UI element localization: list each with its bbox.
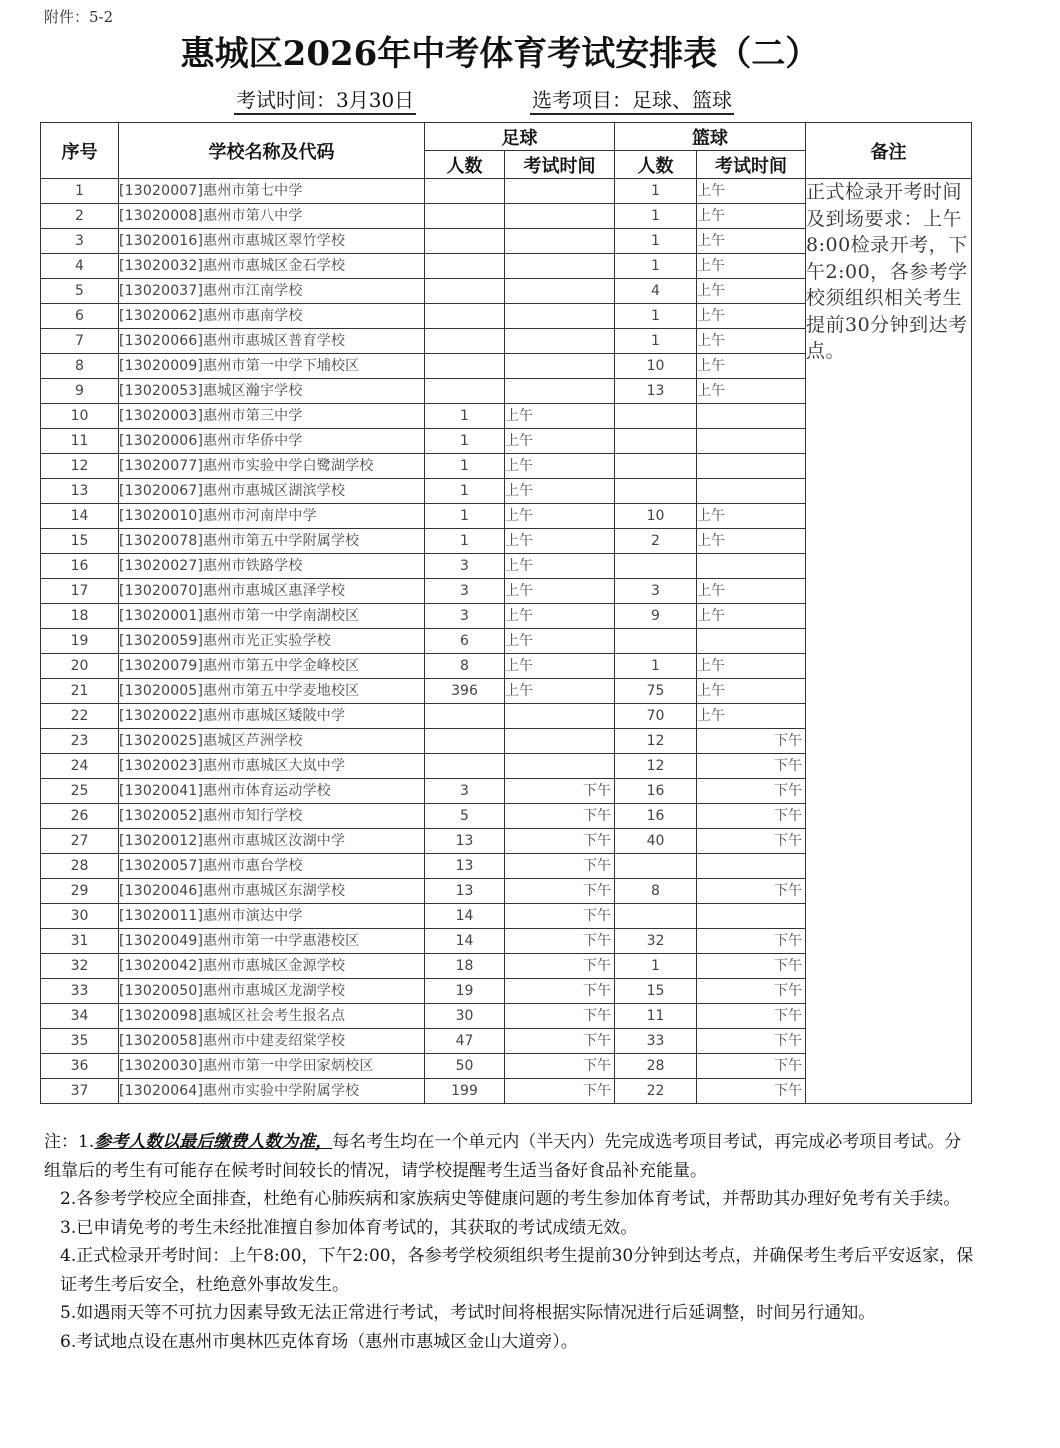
school-name: [13020058]惠州市中建麦绍棠学校 (119, 1029, 425, 1054)
football-count: 47 (425, 1029, 505, 1054)
note-1 (44, 1128, 974, 1185)
football-count: 13 (425, 829, 505, 854)
school-name: [13020070]惠州市惠城区惠泽学校 (119, 579, 425, 604)
row-index: 36 (41, 1054, 119, 1079)
football-count (425, 279, 505, 304)
school-name: [13020042]惠州市惠城区金源学校 (119, 954, 425, 979)
basketball-count: 1 (615, 204, 697, 229)
school-name: [13020022]惠州市惠城区矮陂中学 (119, 704, 425, 729)
basketball-time: 上午 (697, 529, 806, 554)
school-name: [13020050]惠州市惠城区龙湖学校 (119, 979, 425, 1004)
school-name: [13020006]惠州市华侨中学 (119, 429, 425, 454)
basketball-time: 上午 (697, 679, 806, 704)
row-index: 19 (41, 629, 119, 654)
row-index: 15 (41, 529, 119, 554)
basketball-time: 上午 (697, 654, 806, 679)
football-count (425, 329, 505, 354)
basketball-count: 12 (615, 754, 697, 779)
basketball-time: 下午 (697, 1004, 806, 1029)
row-index: 26 (41, 804, 119, 829)
note-6: 6.考试地点设在惠州市奥林匹克体育场（惠州市惠城区金山大道旁）。 (60, 1331, 578, 1352)
basketball-count: 28 (615, 1054, 697, 1079)
football-count: 3 (425, 779, 505, 804)
school-name: [13020064]惠州市实验中学附属学校 (119, 1079, 425, 1104)
basketball-count (615, 629, 697, 654)
basketball-time (697, 429, 806, 454)
row-index: 9 (41, 379, 119, 404)
basketball-count: 1 (615, 329, 697, 354)
football-time: 上午 (505, 679, 615, 704)
football-count: 13 (425, 879, 505, 904)
header-index: 序号 (41, 123, 119, 179)
football-count (425, 179, 505, 204)
row-index: 20 (41, 654, 119, 679)
basketball-count (615, 904, 697, 929)
football-time: 下午 (505, 829, 615, 854)
basketball-count: 1 (615, 954, 697, 979)
row-index: 7 (41, 329, 119, 354)
football-time (505, 304, 615, 329)
football-time: 上午 (505, 429, 615, 454)
row-index: 17 (41, 579, 119, 604)
header-basketball: 篮球 (615, 123, 806, 151)
basketball-count: 11 (615, 1004, 697, 1029)
football-time: 上午 (505, 454, 615, 479)
football-count: 3 (425, 579, 505, 604)
school-name: [13020023]惠州市惠城区大岚中学 (119, 754, 425, 779)
basketball-count (615, 554, 697, 579)
football-count: 1 (425, 404, 505, 429)
football-count (425, 379, 505, 404)
school-name: [13020025]惠城区芦洲学校 (119, 729, 425, 754)
basketball-time: 上午 (697, 704, 806, 729)
football-count: 3 (425, 554, 505, 579)
basketball-time: 下午 (697, 929, 806, 954)
row-index: 23 (41, 729, 119, 754)
football-time (505, 754, 615, 779)
basketball-time: 上午 (697, 229, 806, 254)
row-index: 37 (41, 1079, 119, 1104)
exam-items-label: 选考项目：足球、篮球 (530, 88, 734, 115)
football-time: 上午 (505, 579, 615, 604)
football-count: 396 (425, 679, 505, 704)
football-time: 下午 (505, 1079, 615, 1104)
football-time: 上午 (505, 629, 615, 654)
row-index: 22 (41, 704, 119, 729)
header-basketball-time: 考试时间 (697, 151, 806, 179)
school-name: [13020066]惠州市惠城区普育学校 (119, 329, 425, 354)
row-index: 13 (41, 479, 119, 504)
basketball-count: 3 (615, 579, 697, 604)
basketball-time: 上午 (697, 379, 806, 404)
basketball-count: 8 (615, 879, 697, 904)
basketball-time: 上午 (697, 604, 806, 629)
football-time: 下午 (505, 904, 615, 929)
football-time: 下午 (505, 1054, 615, 1079)
school-name: [13020078]惠州市第五中学附属学校 (119, 529, 425, 554)
football-count (425, 229, 505, 254)
row-index: 24 (41, 754, 119, 779)
football-count (425, 729, 505, 754)
school-name: [13020062]惠州市惠南学校 (119, 304, 425, 329)
football-time (505, 254, 615, 279)
note-4: 4.正式检录开考时间：上午8:00，下午2:00，各参考学校须组织考生提前30分钟到达考点，并确保考生考后平安返家，保证考生考后安全，杜绝意外事故发生。 (60, 1246, 974, 1295)
note-1-text: 每名考生均在一个单元内（半天内）先完成选考项目考试，再完成必考项目考试。分组靠后的考生有可能存在候考时间较长的情况，请学校提醒考生适当备好食品补充能量。 (44, 1132, 962, 1181)
row-index: 32 (41, 954, 119, 979)
football-count: 1 (425, 529, 505, 554)
school-name: [13020052]惠州市知行学校 (119, 804, 425, 829)
football-count: 5 (425, 804, 505, 829)
football-count (425, 304, 505, 329)
football-count: 13 (425, 854, 505, 879)
row-index: 28 (41, 854, 119, 879)
football-time: 下午 (505, 929, 615, 954)
basketball-count: 1 (615, 229, 697, 254)
basketball-count (615, 454, 697, 479)
header-basketball-count: 人数 (615, 151, 697, 179)
exam-time-label: 考试时间：3月30日 (234, 88, 416, 115)
row-index: 4 (41, 254, 119, 279)
basketball-time (697, 854, 806, 879)
basketball-time: 下午 (697, 1054, 806, 1079)
school-name: [13020016]惠州市惠城区翠竹学校 (119, 229, 425, 254)
basketball-count: 9 (615, 604, 697, 629)
school-name: [13020053]惠城区瀚宇学校 (119, 379, 425, 404)
school-name: [13020046]惠州市惠城区东湖学校 (119, 879, 425, 904)
row-index: 14 (41, 504, 119, 529)
row-index: 8 (41, 354, 119, 379)
basketball-count: 16 (615, 779, 697, 804)
notes-section (44, 1128, 974, 1356)
football-time (505, 279, 615, 304)
row-index: 3 (41, 229, 119, 254)
row-index: 27 (41, 829, 119, 854)
football-time: 下午 (505, 954, 615, 979)
football-time: 上午 (505, 554, 615, 579)
basketball-time: 上午 (697, 504, 806, 529)
basketball-time: 上午 (697, 204, 806, 229)
football-count: 1 (425, 429, 505, 454)
football-time: 下午 (505, 979, 615, 1004)
page-title: 惠城区2026年中考体育考试安排表（二） (180, 34, 820, 74)
basketball-count: 15 (615, 979, 697, 1004)
row-index: 11 (41, 429, 119, 454)
basketball-time: 下午 (697, 804, 806, 829)
basketball-count: 33 (615, 1029, 697, 1054)
basketball-time: 下午 (697, 729, 806, 754)
header-football: 足球 (425, 123, 615, 151)
school-name: [13020037]惠州市江南学校 (119, 279, 425, 304)
football-count: 199 (425, 1079, 505, 1104)
basketball-time (697, 479, 806, 504)
basketball-time: 下午 (697, 829, 806, 854)
football-time (505, 379, 615, 404)
row-index: 6 (41, 304, 119, 329)
football-time: 上午 (505, 504, 615, 529)
basketball-time: 下午 (697, 779, 806, 804)
note-2: 2.各参考学校应全面排查，杜绝有心肺疾病和家族病史等健康问题的考生参加体育考试，并帮助其办理好免考有关手续。 (60, 1189, 961, 1209)
row-index: 10 (41, 404, 119, 429)
basketball-time: 上午 (697, 179, 806, 204)
school-name: [13020001]惠州市第一中学南湖校区 (119, 604, 425, 629)
basketball-time: 上午 (697, 304, 806, 329)
football-time: 下午 (505, 1029, 615, 1054)
table-row (41, 179, 972, 204)
basketball-count: 13 (615, 379, 697, 404)
basketball-count: 2 (615, 529, 697, 554)
basketball-time: 下午 (697, 954, 806, 979)
basketball-time: 上午 (697, 329, 806, 354)
basketball-time: 上午 (697, 354, 806, 379)
note-5: 5.如遇雨天等不可抗力因素导致无法正常进行考试，考试时间将根据实际情况进行后延调整，时间另行通知。 (60, 1303, 876, 1323)
schedule-table (40, 122, 972, 1104)
schedule-body (41, 179, 972, 1104)
football-time: 上午 (505, 529, 615, 554)
basketball-time: 下午 (697, 754, 806, 779)
football-count: 6 (425, 629, 505, 654)
school-name: [13020057]惠州市惠台学校 (119, 854, 425, 879)
football-time: 上午 (505, 404, 615, 429)
basketball-count: 10 (615, 504, 697, 529)
football-time: 下午 (505, 804, 615, 829)
attachment-label: 附件：5-2 (44, 8, 114, 26)
football-time (505, 229, 615, 254)
school-name: [13020077]惠州市实验中学白鹭湖学校 (119, 454, 425, 479)
row-index: 21 (41, 679, 119, 704)
football-time (505, 204, 615, 229)
basketball-time (697, 554, 806, 579)
basketball-count (615, 429, 697, 454)
school-name: [13020012]惠州市惠城区汝湖中学 (119, 829, 425, 854)
football-count: 18 (425, 954, 505, 979)
basketball-count: 10 (615, 354, 697, 379)
row-index: 12 (41, 454, 119, 479)
basketball-count: 4 (615, 279, 697, 304)
basketball-time: 下午 (697, 879, 806, 904)
football-count: 3 (425, 604, 505, 629)
row-index: 31 (41, 929, 119, 954)
row-index: 5 (41, 279, 119, 304)
basketball-count: 40 (615, 829, 697, 854)
football-time: 上午 (505, 479, 615, 504)
school-name: [13020030]惠州市第一中学田家炳校区 (119, 1054, 425, 1079)
note-1-prefix: 注：1. (44, 1132, 95, 1152)
football-time: 下午 (505, 779, 615, 804)
row-index: 2 (41, 204, 119, 229)
header-football-count: 人数 (425, 151, 505, 179)
basketball-time: 上午 (697, 579, 806, 604)
football-count: 1 (425, 479, 505, 504)
basketball-time: 上午 (697, 254, 806, 279)
basketball-count: 75 (615, 679, 697, 704)
row-index: 1 (41, 179, 119, 204)
football-time: 下午 (505, 1004, 615, 1029)
school-name: [13020049]惠州市第一中学惠港校区 (119, 929, 425, 954)
football-count: 19 (425, 979, 505, 1004)
football-count (425, 704, 505, 729)
school-name: [13020009]惠州市第一中学下埔校区 (119, 354, 425, 379)
football-count: 14 (425, 929, 505, 954)
basketball-count (615, 479, 697, 504)
football-time: 下午 (505, 854, 615, 879)
row-index: 25 (41, 779, 119, 804)
school-name: [13020005]惠州市第五中学麦地校区 (119, 679, 425, 704)
row-index: 29 (41, 879, 119, 904)
basketball-time (697, 404, 806, 429)
basketball-count (615, 854, 697, 879)
football-count: 14 (425, 904, 505, 929)
basketball-count (615, 404, 697, 429)
football-count: 50 (425, 1054, 505, 1079)
header-football-time: 考试时间 (505, 151, 615, 179)
row-index: 35 (41, 1029, 119, 1054)
note-3: 3.已申请免考的考生未经批准擅自参加体育考试的，其获取的考试成绩无效。 (60, 1217, 638, 1238)
basketball-time: 上午 (697, 279, 806, 304)
school-name: [13020003]惠州市第三中学 (119, 404, 425, 429)
note-1-emphasis: 参考人数以最后缴费人数为准， (94, 1132, 333, 1152)
row-index: 18 (41, 604, 119, 629)
basketball-time (697, 904, 806, 929)
basketball-count: 12 (615, 729, 697, 754)
football-count: 30 (425, 1004, 505, 1029)
football-time: 上午 (505, 604, 615, 629)
school-name: [13020067]惠州市惠城区湖滨学校 (119, 479, 425, 504)
school-name: [13020032]惠州市惠城区金石学校 (119, 254, 425, 279)
school-name: [13020059]惠州市光正实验学校 (119, 629, 425, 654)
remark-cell: 正式检录开考时间及到场要求：上午8:00检录开考，下午2:00，各参考学校须组织相关考生提前30分钟到达考点。 (806, 179, 972, 1104)
school-name: [13020010]惠州市河南岸中学 (119, 504, 425, 529)
football-time (505, 329, 615, 354)
basketball-count: 1 (615, 654, 697, 679)
basketball-count: 1 (615, 254, 697, 279)
basketball-time (697, 454, 806, 479)
football-time: 下午 (505, 879, 615, 904)
header-remark: 备注 (806, 123, 972, 179)
row-index: 30 (41, 904, 119, 929)
basketball-count: 1 (615, 304, 697, 329)
basketball-time: 下午 (697, 1029, 806, 1054)
row-index: 33 (41, 979, 119, 1004)
basketball-count: 16 (615, 804, 697, 829)
football-count: 1 (425, 454, 505, 479)
basketball-time: 下午 (697, 1079, 806, 1104)
football-time (505, 179, 615, 204)
school-name: [13020079]惠州市第五中学金峰校区 (119, 654, 425, 679)
football-count (425, 254, 505, 279)
school-name: [13020098]惠城区社会考生报名点 (119, 1004, 425, 1029)
school-name: [13020008]惠州市第八中学 (119, 204, 425, 229)
football-time (505, 704, 615, 729)
football-count (425, 354, 505, 379)
football-count: 1 (425, 504, 505, 529)
header-school: 学校名称及代码 (119, 123, 425, 179)
basketball-count: 1 (615, 179, 697, 204)
row-index: 16 (41, 554, 119, 579)
basketball-time (697, 629, 806, 654)
football-count (425, 754, 505, 779)
football-time (505, 354, 615, 379)
football-time: 上午 (505, 654, 615, 679)
row-index: 34 (41, 1004, 119, 1029)
football-time (505, 729, 615, 754)
football-count: 8 (425, 654, 505, 679)
school-name: [13020007]惠州市第七中学 (119, 179, 425, 204)
school-name: [13020011]惠州市演达中学 (119, 904, 425, 929)
basketball-count: 70 (615, 704, 697, 729)
basketball-time: 下午 (697, 979, 806, 1004)
school-name: [13020041]惠州市体育运动学校 (119, 779, 425, 804)
basketball-count: 32 (615, 929, 697, 954)
school-name: [13020027]惠州市铁路学校 (119, 554, 425, 579)
football-count (425, 204, 505, 229)
basketball-count: 22 (615, 1079, 697, 1104)
